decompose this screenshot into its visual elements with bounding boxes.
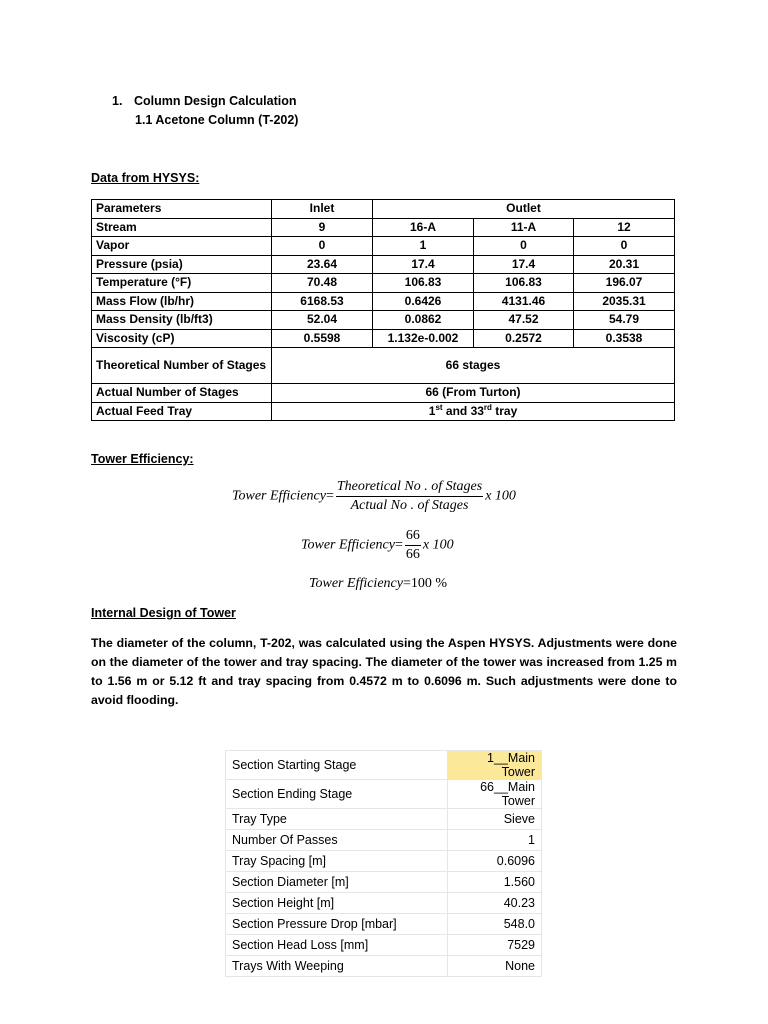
table-row [92,255,675,274]
table-row [92,218,675,237]
table-row [92,329,675,348]
spec-row [226,956,542,977]
table-cell: 52.04 [272,311,373,330]
spec-value: 40.23 [448,893,542,914]
row-label: Vapor [92,237,272,256]
table-cell: 17.4 [474,255,574,274]
table-cell: 20.31 [574,255,675,274]
outlet-header: Outlet [373,200,675,219]
spec-row [226,872,542,893]
spec-value: 1__Main Tower [448,751,542,780]
internal-design-paragraph: The diameter of the column, T-202, was calculated using the Aspen HYSYS. Adjustments were done on the diameter of the tower and tray spacing. The diameter of the tower was increased from 1.25 m to 1.56 m or 5.12 ft and tray spacing from 0.4572 m to 0.6096 m. Such adjustments were done to avoid flooding. [91,636,677,707]
table-cell: 4131.46 [474,292,574,311]
feed-tray-value [272,402,675,421]
table-row [92,292,675,311]
table-cell: 16-A [373,218,474,237]
equation-multiplier: x 100 [485,488,516,504]
theoretical-stages-value: 66 stages [272,348,675,384]
table-cell: 17.4 [373,255,474,274]
row-label: Viscosity (cP) [92,329,272,348]
spec-row [226,751,542,780]
table-cell: 2035.31 [574,292,675,311]
fraction-numerator: Theoretical No . of Stages [336,479,483,497]
spec-row [226,830,542,851]
subsection-heading: 1.1 Acetone Column (T-202) [135,113,299,127]
spec-value: Sieve [448,809,542,830]
spec-value: 1.560 [448,872,542,893]
table-row [92,274,675,293]
feed-tray-first-suffix: st [435,402,443,412]
table-cell: 54.79 [574,311,675,330]
spec-label: Section Height [m] [226,893,448,914]
table-cell: 106.83 [373,274,474,293]
spec-value: 0.6096 [448,851,542,872]
spec-label: Section Starting Stage [226,751,448,780]
spec-value: 548.0 [448,914,542,935]
hysys-tray-spec-table [225,750,542,977]
spec-value: None [448,956,542,977]
spec-label: Number Of Passes [226,830,448,851]
spec-label: Section Pressure Drop [mbar] [226,914,448,935]
row-label: Actual Number of Stages [92,384,272,403]
data-from-hysys-title: Data from HYSYS: [91,171,200,185]
spec-row [226,809,542,830]
spec-label: Trays With Weeping [226,956,448,977]
row-label: Theoretical Number of Stages [92,348,272,384]
equation-fraction [336,479,483,514]
table-cell: 196.07 [574,274,675,293]
equation-result: 100 % [410,576,448,591]
table-cell: 6168.53 [272,292,373,311]
efficiency-equation-result: Tower Efficiency=100 % [309,576,448,591]
feed-tray-end: tray [491,403,518,418]
section-heading [112,94,297,108]
table-cell: 0.3538 [574,329,675,348]
spec-value: 1 [448,830,542,851]
efficiency-equation-general: Tower Efficiency= $\frac{\text{Theoretical No . of Stages}}{\text{Actual No . of Stages}}$ x 100 [232,479,516,513]
equation-fraction [405,528,421,563]
tower-efficiency-title: Tower Efficiency: [91,452,194,466]
spec-label: Section Diameter [m] [226,872,448,893]
table-row [92,311,675,330]
spec-value: 7529 [448,935,542,956]
spec-row [226,935,542,956]
fraction-denominator: Actual No . of Stages [350,498,469,513]
feed-tray-first: 1 [428,403,436,418]
table-cell: 106.83 [474,274,574,293]
row-label: Mass Flow (lb/hr) [92,292,272,311]
section-number: 1. [112,94,123,108]
table-cell: 0 [474,237,574,256]
parameters-header: Parameters [92,200,272,219]
table-row [92,348,675,384]
equation-multiplier: x 100 [422,537,454,553]
table-cell: 0.2572 [474,329,574,348]
row-label: Pressure (psia) [92,255,272,274]
row-label: Stream [92,218,272,237]
table-row [92,384,675,403]
spec-label: Tray Type [226,809,448,830]
table-cell: 0.0862 [373,311,474,330]
fraction-numerator: 66 [405,528,421,546]
table-header-row [92,200,675,219]
feed-tray-and: and 33 [442,403,484,418]
row-label: Temperature (°F) [92,274,272,293]
spec-value: 66__Main Tower [448,780,542,809]
actual-stages-value: 66 (From Turton) [272,384,675,403]
table-cell: 70.48 [272,274,373,293]
table-cell: 0 [574,237,675,256]
table-row [92,402,675,421]
table-cell: 1 [373,237,474,256]
spec-row [226,851,542,872]
spec-label: Section Head Loss [mm] [226,935,448,956]
spec-row [226,914,542,935]
feed-tray-second-suffix: rd [483,402,492,412]
table-cell: 11-A [474,218,574,237]
row-label: Actual Feed Tray [92,402,272,421]
equation-lhs: Tower Efficiency [301,537,395,553]
table-cell: 0.6426 [373,292,474,311]
section-title: Column Design Calculation [134,94,297,108]
table-row [92,237,675,256]
fraction-denominator: 66 [405,547,420,562]
table-cell: 0 [272,237,373,256]
row-label: Mass Density (lb/ft3) [92,311,272,330]
internal-design-title: Internal Design of Tower [91,606,236,620]
spec-label: Tray Spacing [m] [226,851,448,872]
table-cell: 0.5598 [272,329,373,348]
spec-row [226,780,542,809]
equation-lhs: Tower Efficiency [309,576,403,591]
table-cell: 12 [574,218,675,237]
table-cell: 9 [272,218,373,237]
table-cell: 47.52 [474,311,574,330]
spec-row [226,893,542,914]
equation-lhs: Tower Efficiency [232,488,326,504]
table-cell: 1.132e-0.002 [373,329,474,348]
efficiency-equation-values: Tower Efficiency= $\frac{66}{66}$ x 100 [301,528,454,562]
spec-label: Section Ending Stage [226,780,448,809]
inlet-header: Inlet [272,200,373,219]
table-cell: 23.64 [272,255,373,274]
hysys-data-table [91,199,675,421]
